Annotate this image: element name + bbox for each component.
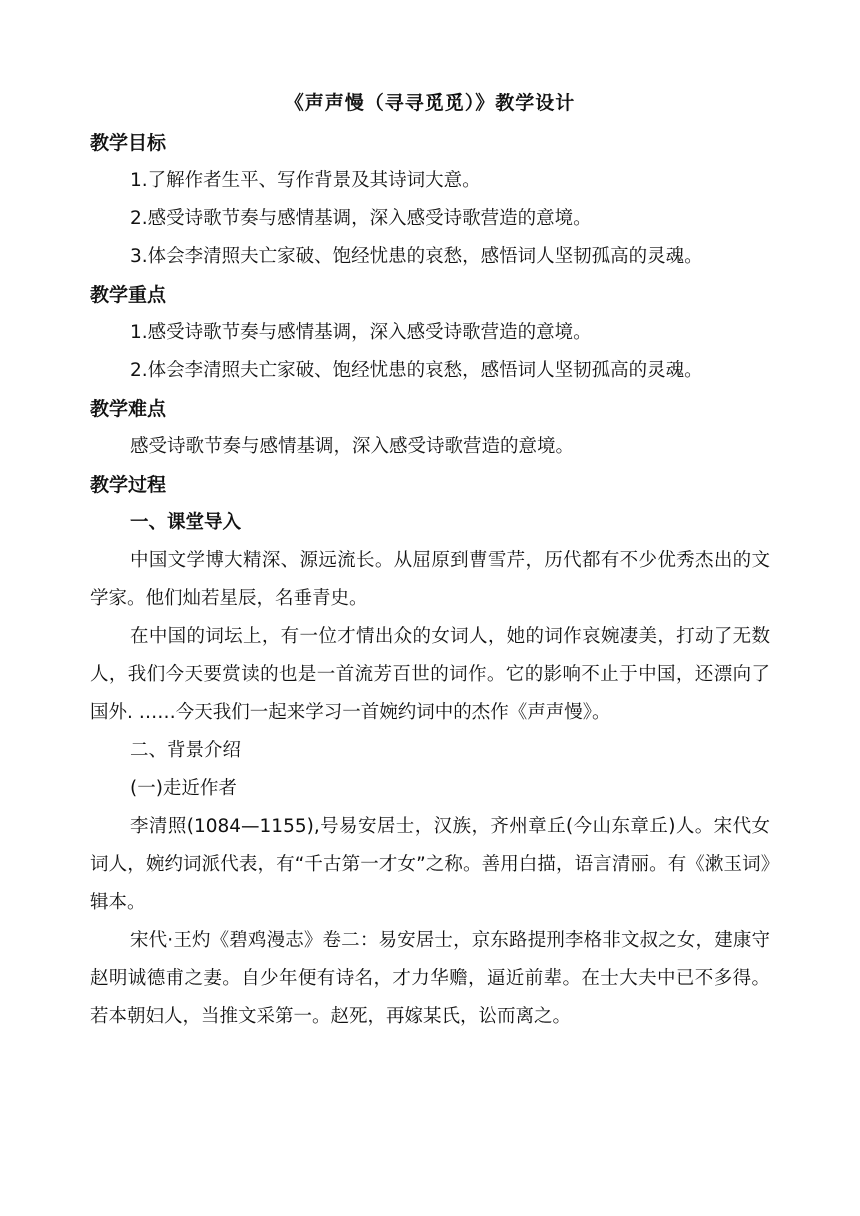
goal-item: 1.了解作者生平、写作背景及其诗词大意。 xyxy=(130,170,481,191)
section2-paragraph: 李清照(1084—1155),号易安居士，汉族，齐州章丘(今山东章丘)人。宋代女词人，婉约词派代表，有“千古第一才女”之称。善用白描，语言清丽。有《漱玉词》辑本。 xyxy=(90,816,770,913)
section1-paragraph: 中国文学博大精深、源远流长。从屈原到曹雪芹，历代都有不少优秀杰出的文学家。他们灿若星辰，名垂青史。 xyxy=(90,550,770,609)
focus-item: 2.体会李清照夫亡家破、饱经忧患的哀愁，感悟词人坚韧孤高的灵魂。 xyxy=(130,360,703,381)
section1-heading: 一、课堂导入 xyxy=(130,512,242,533)
section2-subheading: (一)走近作者 xyxy=(130,778,237,799)
goal-item: 2.感受诗歌节奏与感情基调，深入感受诗歌营造的意境。 xyxy=(130,208,592,229)
difficulty-heading: 教学难点 xyxy=(90,398,167,420)
goals-heading: 教学目标 xyxy=(90,132,167,154)
section2-heading: 二、背景介绍 xyxy=(130,740,242,761)
document-title: 《声声慢（寻寻觅觅）》教学设计 xyxy=(284,92,576,114)
goal-item: 3.体会李清照夫亡家破、饱经忧患的哀愁，感悟词人坚韧孤高的灵魂。 xyxy=(130,246,703,267)
focus-item: 1.感受诗歌节奏与感情基调，深入感受诗歌营造的意境。 xyxy=(130,322,592,343)
focus-heading: 教学重点 xyxy=(90,284,167,306)
section1-paragraph: 在中国的词坛上，有一位才情出众的女词人，她的词作哀婉凄美，打动了无数人，我们今天要赏读的也是一首流芳百世的词作。它的影响不止于中国，还漂向了国外. ……今天我们一起来学习一首婉约词中的杰作《声声慢》。 xyxy=(90,626,770,723)
section2-paragraph: 宋代·王灼《碧鸡漫志》卷二：易安居士，京东路提刑李格非文叔之女，建康守赵明诚德甫之妻。自少年便有诗名，才力华赡，逼近前辈。在士大夫中已不多得。若本朝妇人，当推文采第一。赵死，再嫁某氏，讼而离之。 xyxy=(90,930,770,1027)
process-heading: 教学过程 xyxy=(90,474,167,496)
difficulty-text: 感受诗歌节奏与感情基调，深入感受诗歌营造的意境。 xyxy=(130,436,575,457)
document-body xyxy=(90,124,770,1036)
